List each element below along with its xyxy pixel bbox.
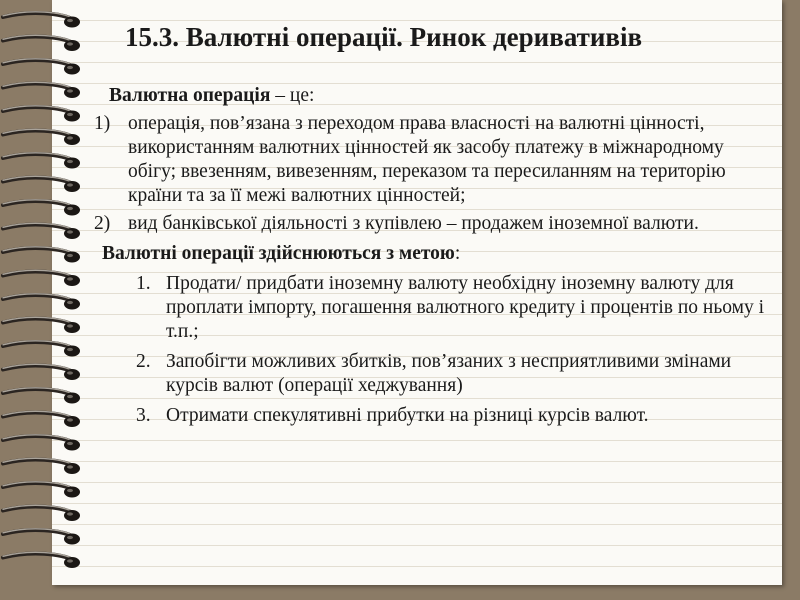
definition-intro: [94, 84, 774, 108]
list-item-number: 2.: [136, 351, 151, 372]
definition-list: [94, 112, 774, 236]
list-item: [94, 112, 774, 208]
list-item-number: 1.: [136, 273, 151, 294]
spiral-binding-icon: [0, 0, 90, 600]
definition-term: Валютна операція: [109, 85, 271, 106]
list-item-number: 3.: [136, 405, 151, 426]
definition-suffix: – це:: [270, 85, 315, 106]
list-item-number: 1): [94, 113, 111, 134]
purpose-intro: [94, 242, 774, 266]
list-item-text: вид банківської діяльності з купівлею – продажем іноземної валюти.: [128, 213, 699, 234]
list-item-number: 2): [94, 213, 111, 234]
list-item: [94, 404, 774, 428]
list-item: [94, 212, 774, 236]
slide-body: [94, 84, 774, 434]
slide-title: 15.3. Валютні операції. Ринок деривативів: [125, 22, 643, 52]
list-item: [94, 272, 774, 344]
list-item-text: Отримати спекулятивні прибутки на різниці курсів валют.: [166, 405, 649, 426]
list-item-text: Запобігти можливих збитків, пов’язаних з несприятливими змінами курсів валют (операції хеджування): [166, 351, 732, 396]
purpose-heading: Валютні операції здійснюються з метою: [102, 243, 455, 264]
list-item-text: операція, пов’язана з переходом права власності на валютні цінності, використанням валютних цінностей як засобу платежу в міжнародному обігу; ввезенням, вивезенням, переказом та пересиланням на територію країни та за її межі валютних цінностей;: [128, 113, 726, 206]
purpose-list: [94, 272, 774, 428]
list-item: [94, 350, 774, 398]
purpose-suffix: :: [454, 243, 461, 264]
list-item-text: Продати/ придбати іноземну валюту необхідну іноземну валюту для проплати імпорту, погашення валютного кредиту і процентів по ньому і т.п.;: [166, 273, 765, 342]
